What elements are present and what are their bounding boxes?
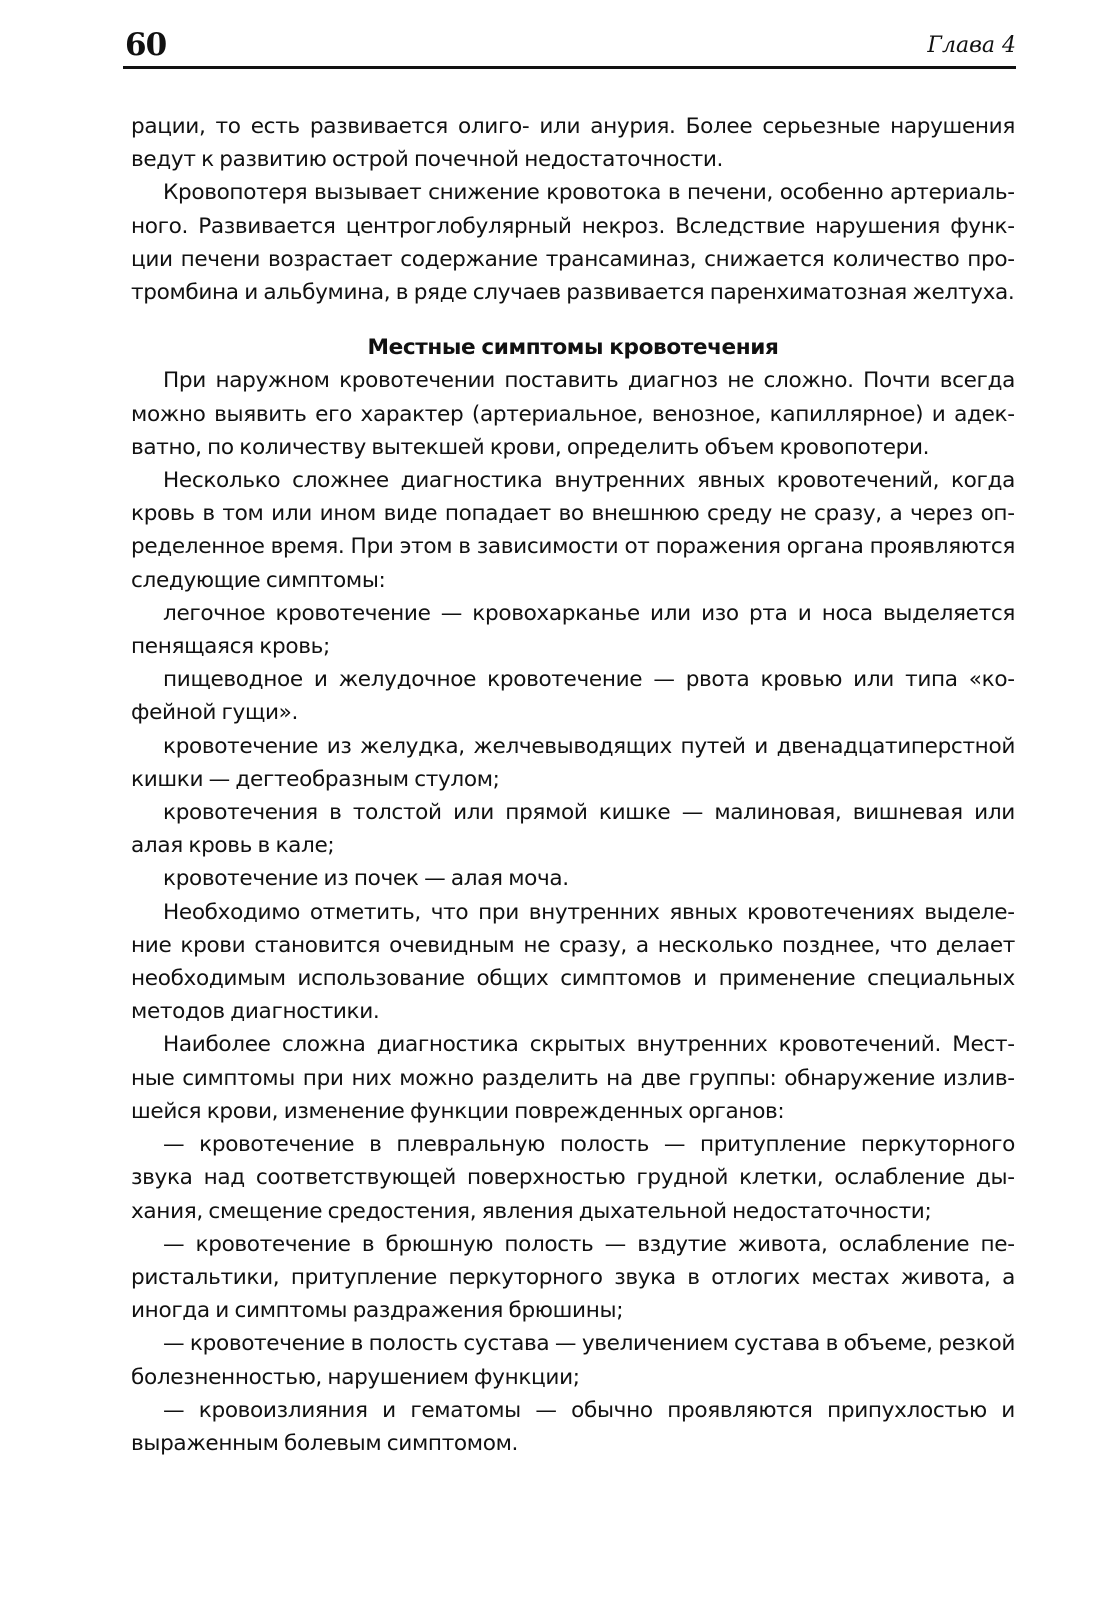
paragraph: Несколько сложнее диагностика внутренних явных кровотечений, когда кровь в том или ином виде попадает во внешнюю среду не сразу, а через определенное время. При этом в зависимости от поражения органа проявляются следующие симптомы: [131, 468, 1015, 593]
paragraph: рации, то есть развивается олиго- или анурия. Более серьезные нарушения ведут к развитию острой почечной недостаточности. [131, 114, 1015, 173]
list-item: — кровотечение в брюшную полость — вздутие живота, ослабление перистальтики, притупление перкуторного звука в отлогих местах живота, а иногда и симптомы раздражения брюшины; [131, 1231, 1015, 1324]
paragraph: Необходимо отметить, что при внутренних явных кровотечениях выделение крови становится очевидным не сразу, а несколько позднее, что делает необходимым использование общих симптомов и применение специальных методов диагностики. [131, 899, 1015, 1025]
page-header [125, 26, 1016, 66]
paragraph: При наружном кровотечении поставить диагноз не сложно. Почти всегда можно выявить его характер (артериальное, венозное, капиллярное) и адекватно, по количеству вытекшей крови, определить объем кровопотери. [131, 368, 1015, 460]
paragraph: Кровопотеря вызывает снижение кровотока в печени, особенно артериального. Развивается центроглобулярный некроз. Вследствие нарушения функции печени возрастает содержание трансаминаз, снижается количество протромбина и альбумина, в ряде случаев развивается паренхиматозная желтуха. [131, 180, 1015, 306]
list-item: кровотечения в толстой или прямой кишке — малиновая, вишневая или алая кровь в кале; [131, 800, 1015, 859]
list-item: — кровоизлияния и гематомы — обычно проявляются припухлостью и выраженным болевым симптомом. [131, 1397, 1015, 1456]
list-item: — кровотечение в полость сустава — увеличением сустава в объеме, резкой болезненностью, нарушением функции; [131, 1331, 1015, 1390]
list-item: легочное кровотечение — кровохарканье или изо рта и носа выделяется пенящаяся кровь; [131, 600, 1015, 660]
list-item: кровотечение из желудка, желчевыводящих путей и двенадцатиперстной кишки — дегтеобразным стулом; [131, 733, 1015, 792]
text-body [131, 110, 1015, 1460]
paragraph: Наиболее сложна диагностика скрытых внутренних кровотечений. Местные симптомы при них можно разделить на две группы: обнаружение излившейся крови, изменение функции поврежденных органов: [131, 1032, 1015, 1124]
page-number: 60 [125, 27, 167, 63]
list-item: — кровотечение в плевральную полость — притупление перкуторного звука над соответствующей поверхностью грудной клетки, ослабление дыхания, смещение средостения, явления дыхательной недостаточности; [131, 1132, 1015, 1224]
header-rule [123, 66, 1016, 69]
section-heading: Местные симптомы кровотечения [367, 335, 779, 361]
chapter-label: Глава 4 [927, 33, 1016, 58]
list-item: пищеводное и желудочное кровотечение — рвота кровью или типа «кофейной гущи». [131, 667, 1015, 726]
list-item: кровотечение из почек — алая моча. [163, 866, 569, 892]
